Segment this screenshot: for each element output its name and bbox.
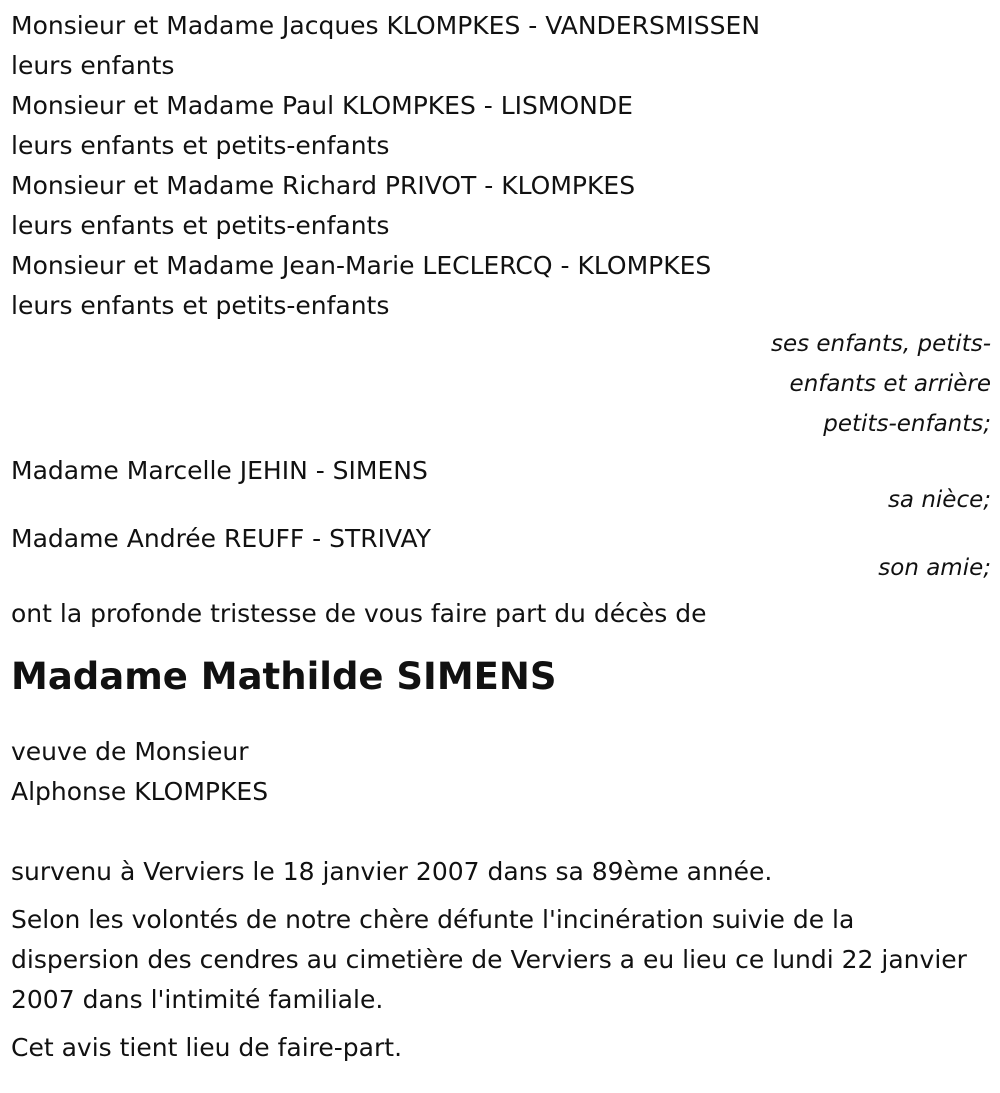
niece-entry (11, 452, 991, 512)
family-line: leurs enfants et petits-enfants (11, 211, 390, 240)
deceased-name: Madame Mathilde SIMENS (11, 655, 557, 698)
family-line: leurs enfants (11, 51, 175, 80)
widow-line: Alphonse KLOMPKES (11, 777, 269, 806)
ceremony-text: Selon les volontés de notre chère défunte l'incinération suivie de la dispersion des cendres au cimetière de Verviers a eu lieu ce lundi 22 janvier 2007 dans l'intimité familiale. (11, 905, 967, 1014)
family-list (11, 6, 991, 326)
niece-name: Madame Marcelle JEHIN - SIMENS (11, 456, 428, 485)
niece-relation: sa nièce; (887, 487, 991, 513)
death-details (11, 852, 991, 1068)
friend-entry (11, 520, 991, 580)
family-line: Monsieur et Madame Richard PRIVOT - KLOMPKES (11, 171, 636, 200)
family-relation (11, 324, 991, 444)
family-line: leurs enfants et petits-enfants (11, 291, 390, 320)
family-line: Monsieur et Madame Jacques KLOMPKES - VANDERSMISSEN (11, 11, 761, 40)
obituary-notice (11, 6, 991, 1068)
friend-name: Madame Andrée REUFF - STRIVAY (11, 524, 431, 553)
family-line: Monsieur et Madame Paul KLOMPKES - LISMONDE (11, 91, 633, 120)
widow-line: veuve de Monsieur (11, 737, 249, 766)
widow-of (11, 732, 991, 812)
relation-line: ses enfants, petits- (770, 331, 991, 357)
announcement-intro: ont la profonde tristesse de vous faire part du décès de (11, 599, 707, 628)
closing-text: Cet avis tient lieu de faire-part. (11, 1033, 403, 1062)
family-line: leurs enfants et petits-enfants (11, 131, 390, 160)
relation-line: enfants et arrière (789, 371, 991, 397)
death-info: survenu à Verviers le 18 janvier 2007 dans sa 89ème année. (11, 857, 773, 886)
friend-relation: son amie; (878, 555, 991, 581)
family-line: Monsieur et Madame Jean-Marie LECLERCQ - KLOMPKES (11, 251, 712, 280)
relation-line: petits-enfants; (823, 411, 991, 437)
